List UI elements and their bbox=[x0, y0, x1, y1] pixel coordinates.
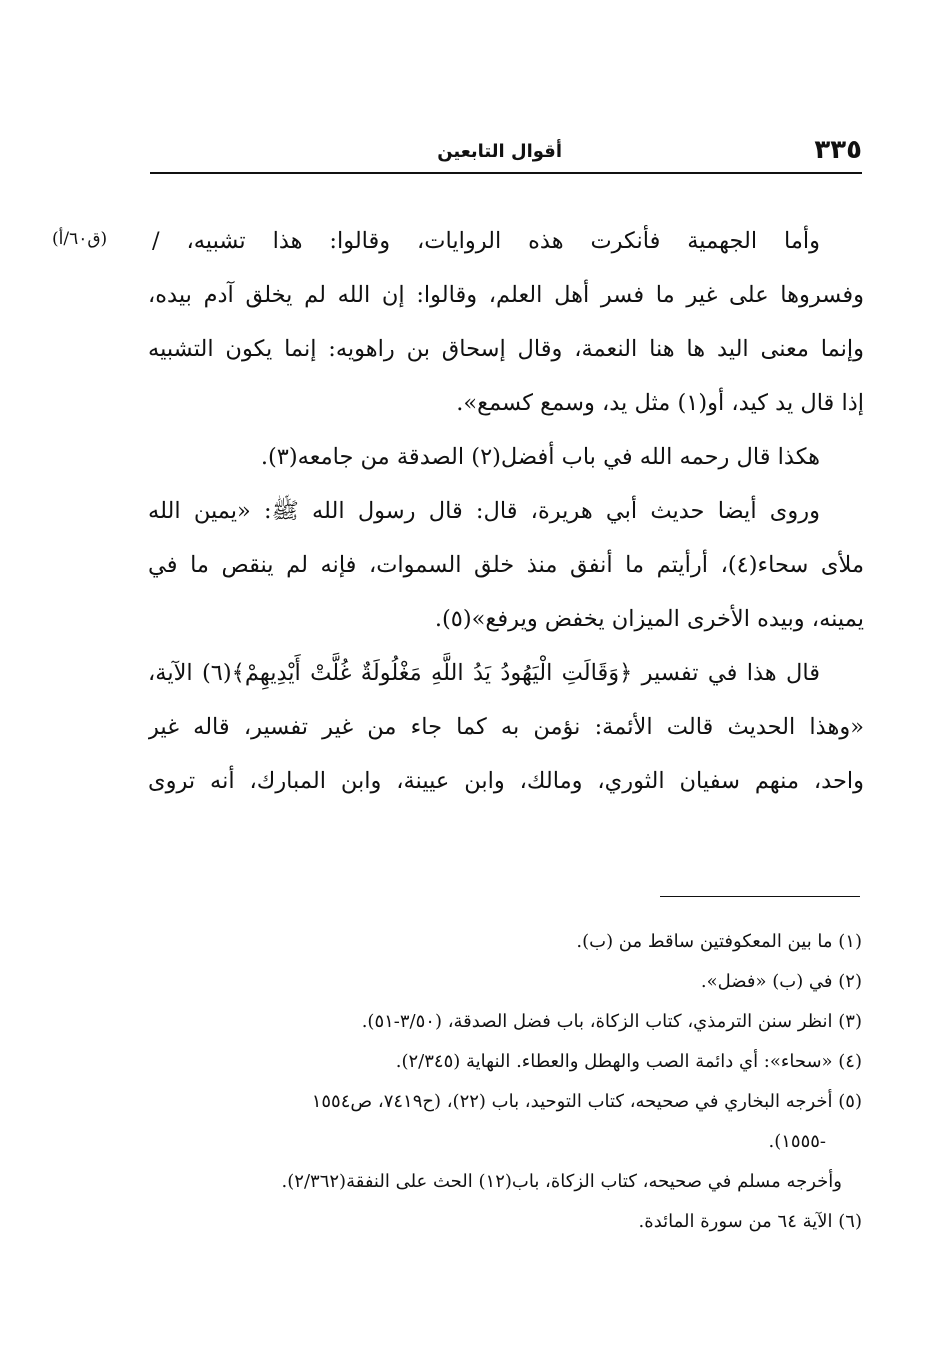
footnote: (٣) انظر سنن الترمذي، كتاب الزكاة، باب فضل الصدقة، (٣/٥٠-٥١). bbox=[361, 1011, 862, 1032]
footnote: (٤) «سحاء»: أي دائمة الصب والهطل والعطاء. النهاية (٢/٣٤٥). bbox=[395, 1051, 862, 1072]
footnote: (٦) الآية ٦٤ من سورة المائدة. bbox=[638, 1211, 862, 1232]
footnote: (٢) في (ب) «فضل». bbox=[700, 971, 862, 992]
body-line: وإنما معنى اليد ها هنا النعمة، وقال إسحاق بن راهويه: إنما يكون التشبيه bbox=[148, 336, 864, 362]
footnotes bbox=[148, 922, 864, 1242]
footnote: وأخرجه مسلم في صحيحه، كتاب الزكاة، باب(١٢) الحث على النفقة(٢/٣٦٢). bbox=[281, 1171, 842, 1192]
page-header bbox=[150, 132, 862, 172]
footnote-separator bbox=[660, 896, 860, 897]
manuscript-folio-note: (ق٦٠/أ) bbox=[52, 229, 108, 249]
footnote-continuation: -١٥٥٥). bbox=[768, 1131, 826, 1152]
page-number: ٣٣٥ bbox=[814, 135, 862, 165]
quran-verse-line: قال هذا في تفسير ﴿وَقَالَتِ الْيَهُودُ يَدُ اللَّهِ مَغْلُولَةٌ غُلَّتْ أَيْدِيهِمْ﴾(٦) الآية، bbox=[148, 660, 820, 686]
body-line: واحد، منهم سفيان الثوري، ومالك، وابن عيينة، وابن المبارك، أنه تروى bbox=[148, 768, 864, 794]
body-line: إذا قال يد كيد، أو(١) مثل يد، وسمع كسمع». bbox=[456, 390, 864, 416]
body-text bbox=[148, 214, 864, 808]
running-title: أقوال التابعين bbox=[437, 141, 562, 162]
body-line: وروى أيضا حديث أبي هريرة، قال: قال رسول الله ﷺ: «يمين الله bbox=[148, 498, 820, 524]
body-line: ملأى سحاء(٤)، أرأيتم ما أنفق منذ خلق السموات، فإنه لم ينقص ما في bbox=[148, 552, 864, 578]
body-line: وأما الجهمية فأنكرت هذه الروايات، وقالوا: هذا تشبيه، / bbox=[152, 228, 820, 254]
body-line: يمينه، وبيده الأخرى الميزان يخفض ويرفع»(٥). bbox=[434, 606, 864, 632]
body-line: وفسروها على غير ما فسر أهل العلم، وقالوا: إن الله لم يخلق آدم بيده، bbox=[148, 282, 864, 308]
footnote: (١) ما بين المعكوفتين ساقط من (ب). bbox=[576, 931, 862, 952]
body-line: هكذا قال رحمه الله في باب أفضل(٢) الصدقة من جامعه(٣). bbox=[260, 444, 820, 470]
body-line: «وهذا الحديث قالت الأئمة: نؤمن به كما جاء من غير تفسير، قاله غير bbox=[148, 714, 864, 740]
header-rule bbox=[150, 172, 862, 174]
footnote: (٥) أخرجه البخاري في صحيحه، كتاب التوحيد، باب (٢٢)، (ح٧٤١٩، ص١٥٥٤ bbox=[311, 1091, 862, 1112]
